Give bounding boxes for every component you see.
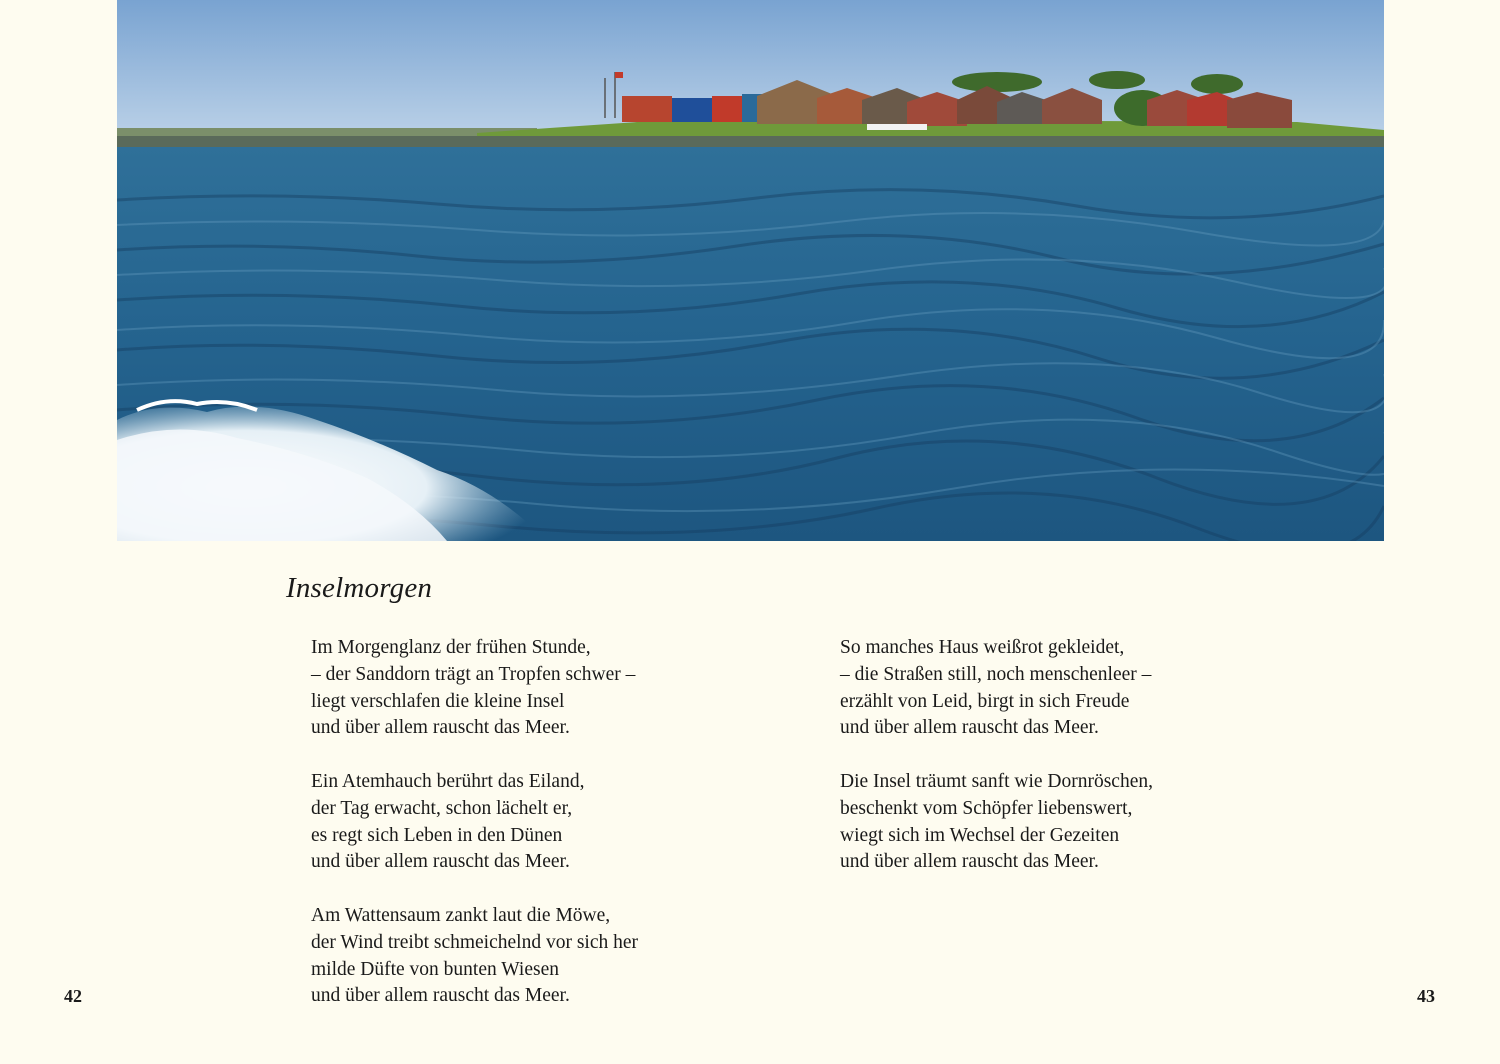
verse-line: beschenkt vom Schöpfer liebenswert, — [840, 797, 1133, 819]
verse-line: und über allem rauscht das Meer. — [840, 717, 1099, 739]
stanza-3 — [311, 903, 638, 1010]
verse-line: und über allem rauscht das Meer. — [311, 851, 570, 873]
stanza-1 — [311, 635, 638, 742]
poem-title: Inselmorgen — [286, 572, 433, 604]
verse-line: und über allem rauscht das Meer. — [840, 851, 1099, 873]
verse-line: und über allem rauscht das Meer. — [311, 717, 570, 739]
stanza-2 — [311, 769, 638, 876]
stanza-5 — [840, 769, 1153, 876]
island-photo — [117, 0, 1384, 541]
verse-line: der Tag erwacht, schon lächelt er, — [311, 797, 573, 819]
verse-line: wiegt sich im Wechsel der Gezeiten — [840, 824, 1120, 846]
verse-line: Die Insel träumt sanft wie Dornröschen, — [840, 770, 1153, 792]
verse-line: und über allem rauscht das Meer. — [311, 985, 570, 1007]
verse-line: Am Wattensaum zankt laut die Möwe, — [311, 904, 611, 926]
poem-left-column — [311, 635, 638, 1010]
poem-right-column — [840, 635, 1153, 876]
verse-line: der Wind treibt schmeichelnd vor sich her — [311, 931, 639, 953]
verse-line: milde Düfte von bunten Wiesen — [311, 958, 559, 980]
verse-line: So manches Haus weißrot gekleidet, — [840, 637, 1125, 658]
page-number-left: 42 — [64, 986, 82, 1006]
verse-line: liegt verschlafen die kleine Insel — [311, 690, 565, 712]
verse-line: es regt sich Leben in den Dünen — [311, 824, 563, 846]
page-number-right: 43 — [1417, 986, 1435, 1006]
verse-line: erzählt von Leid, birgt in sich Freude — [840, 690, 1130, 712]
verse-line: Ein Atemhauch berührt das Eiland, — [311, 770, 585, 792]
verse-line: Im Morgenglanz der frühen Stunde, — [311, 637, 591, 658]
verse-line: – der Sanddorn trägt an Tropfen schwer – — [311, 663, 636, 685]
verse-line: – die Straßen still, noch menschenleer – — [840, 663, 1152, 685]
stanza-4 — [840, 635, 1153, 742]
island-seascape-icon — [117, 0, 1384, 541]
